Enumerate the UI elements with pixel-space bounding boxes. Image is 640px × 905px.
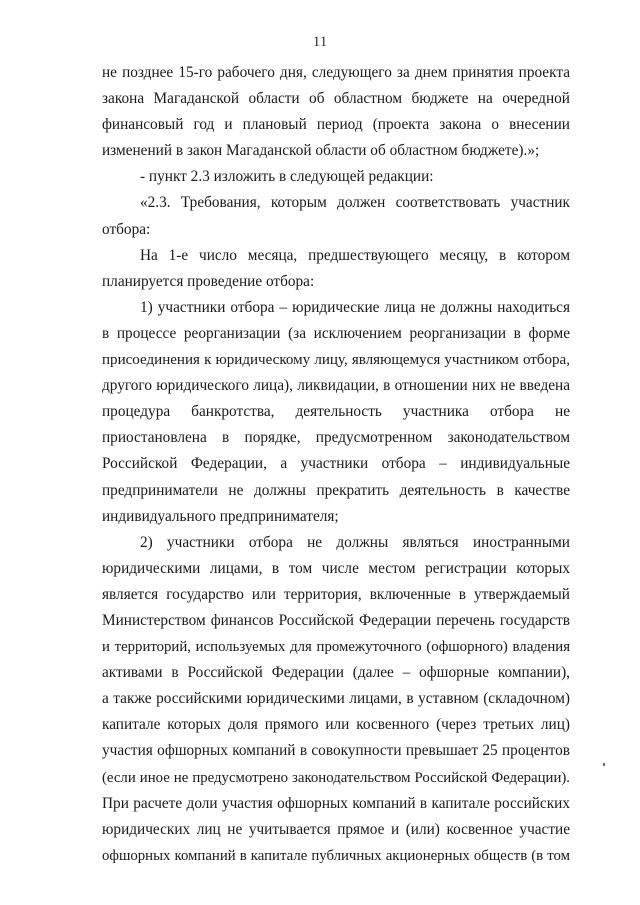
page-number: 11: [312, 34, 328, 50]
text-line: юридическими лицами, в том числе местом регистрации которых: [102, 559, 570, 577]
text-line: и территорий, используемых для промежуточного (офшорного) владения: [102, 639, 570, 656]
text-line: При расчете доли участия офшорных компаний в капитале российских: [102, 794, 570, 812]
text-line: приостановлена в порядке, предусмотренном законодательством: [102, 429, 570, 447]
text-line: отбора:: [102, 220, 151, 238]
text-line: Министерством финансов Российской Федерации перечень государств: [102, 611, 570, 629]
document-body-text: [102, 60, 570, 869]
text-line: планируется проведение отбора:: [102, 272, 315, 290]
text-line: офшорных компаний в капитале публичных акционерных обществ (в том: [102, 847, 570, 864]
text-line: является государство или территория, включенные в утверждаемый: [102, 585, 570, 603]
scan-speck: [603, 763, 605, 766]
text-line: процедура банкротства, деятельность участника отбора не: [102, 403, 570, 421]
text-line: индивидуального предпринимателя;: [102, 507, 339, 525]
text-line: 1) участники отбора – юридические лица не должны находиться: [140, 298, 570, 316]
text-line: в процессе реорганизации (за исключением реорганизации в форме: [102, 324, 570, 342]
text-line: другого юридического лица), ликвидации, в отношении них не введена: [102, 377, 570, 395]
text-line: (если иное не предусмотрено законодательством Российской Федерации).: [102, 769, 570, 786]
text-line: а также российскими юридическими лицами, в уставном (складочном): [102, 690, 570, 708]
text-line: Российской Федерации, а участники отбора – индивидуальные: [102, 455, 570, 473]
text-line: не позднее 15-го рабочего дня, следующего за днем принятия проекта: [102, 64, 570, 81]
text-line: присоединения к юридическому лицу, являющемуся участником отбора,: [102, 352, 570, 369]
text-line: закона Магаданской области об областном бюджете на очередной: [102, 90, 570, 108]
text-line: активами в Российской Федерации (далее – офшорные компании),: [102, 664, 570, 682]
text-line: предприниматели не должны прекратить деятельность в качестве: [102, 481, 570, 499]
text-line: На 1-е число месяца, предшествующего месяцу, в котором: [140, 246, 570, 264]
text-line: участия офшорных компаний в совокупности превышает 25 процентов: [102, 742, 570, 760]
text-line: - пункт 2.3 изложить в следующей редакции:: [140, 168, 434, 186]
text-line: финансовый год и плановый период (проекта закона о внесении: [102, 116, 570, 134]
text-line: капитале которых доля прямого или косвенного (через третьих лиц): [102, 716, 570, 734]
text-line: юридических лиц не учитывается прямое и (или) косвенное участие: [102, 820, 570, 838]
text-line: «2.3. Требования, которым должен соответствовать участник: [140, 194, 570, 212]
text-line: изменений в закон Магаданской области об областном бюджете).»;: [102, 142, 540, 160]
text-line: 2) участники отбора не должны являться иностранными: [140, 533, 570, 551]
